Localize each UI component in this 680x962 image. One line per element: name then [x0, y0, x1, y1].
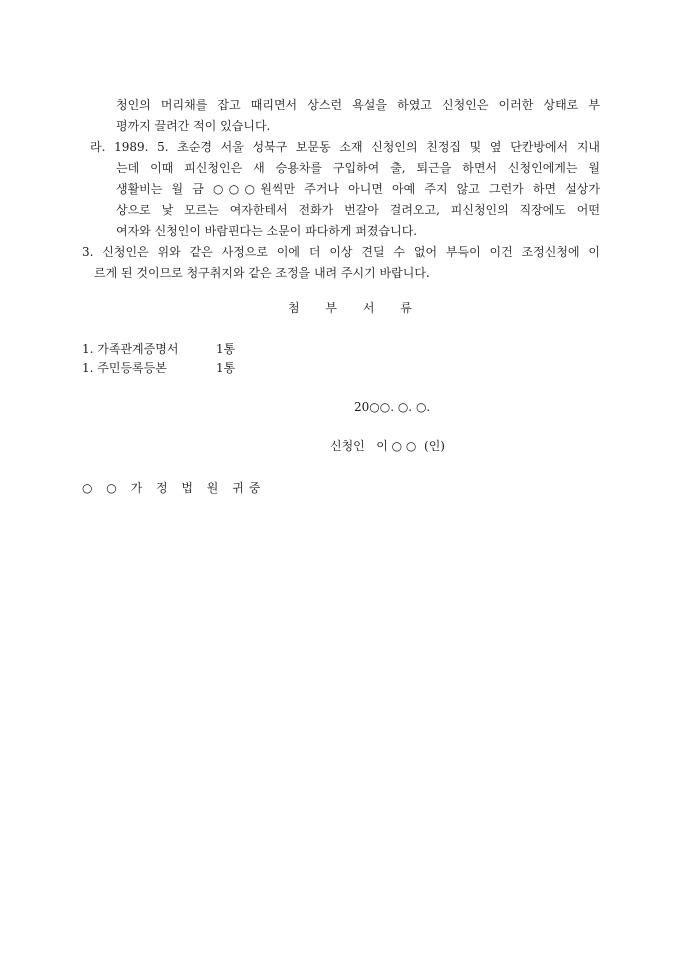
body-line: 생활비는 월 금 ○○○원씩만 주거나 아니면 아예 주지 않고 그런가 하면 설상가: [116, 182, 600, 196]
body-line: 르게 된 것이므로 청구취지와 같은 조정을 내려 주시기 바랍니다.: [94, 266, 430, 280]
body-line: 3. 신청인은 위와 같은 사정으로 이에 더 이상 견딜 수 없어 부득이 이건 조정신청에 이: [82, 245, 600, 259]
document-date: 20○○. ○. ○.: [354, 400, 431, 414]
attachment-item-count: 1통: [216, 361, 236, 375]
body-line: 청인의 머리채를 잡고 때리면서 상스런 욕설을 하였고 신청인은 이러한 상태로 부: [116, 98, 600, 112]
body-line: 여자와 신청인이 바람핀다는 소문이 파다하게 퍼졌습니다.: [116, 224, 418, 238]
attachment-item-label: 1. 주민등록등본: [82, 361, 167, 375]
attachment-item-count: 1통: [216, 342, 236, 356]
body-line: 는데 이때 피신청인은 새 승용차를 구입하여 출, 퇴근을 하면서 신청인에게는 월: [116, 161, 600, 175]
applicant-signature: 신청인 이 ○ ○ (인): [330, 439, 445, 453]
body-line: 평까지 끌려간 적이 있습니다.: [116, 119, 271, 133]
attachment-item-label: 1. 가족관계증명서: [82, 342, 179, 356]
body-line: 상으로 낯 모르는 여자한테서 전화가 번갈아 걸려오고, 피신청인의 직장에도 어떤: [116, 203, 600, 217]
court-addressee: ○ ○ 가 정 법 원 귀중: [82, 481, 266, 495]
attachments-heading: 첨 부 서 류: [288, 301, 423, 315]
body-line: 라. 1989. 5. 초순경 서울 성북구 보문동 소재 신청인의 친정집 및 옆 단칸방에서 지내: [90, 140, 600, 154]
